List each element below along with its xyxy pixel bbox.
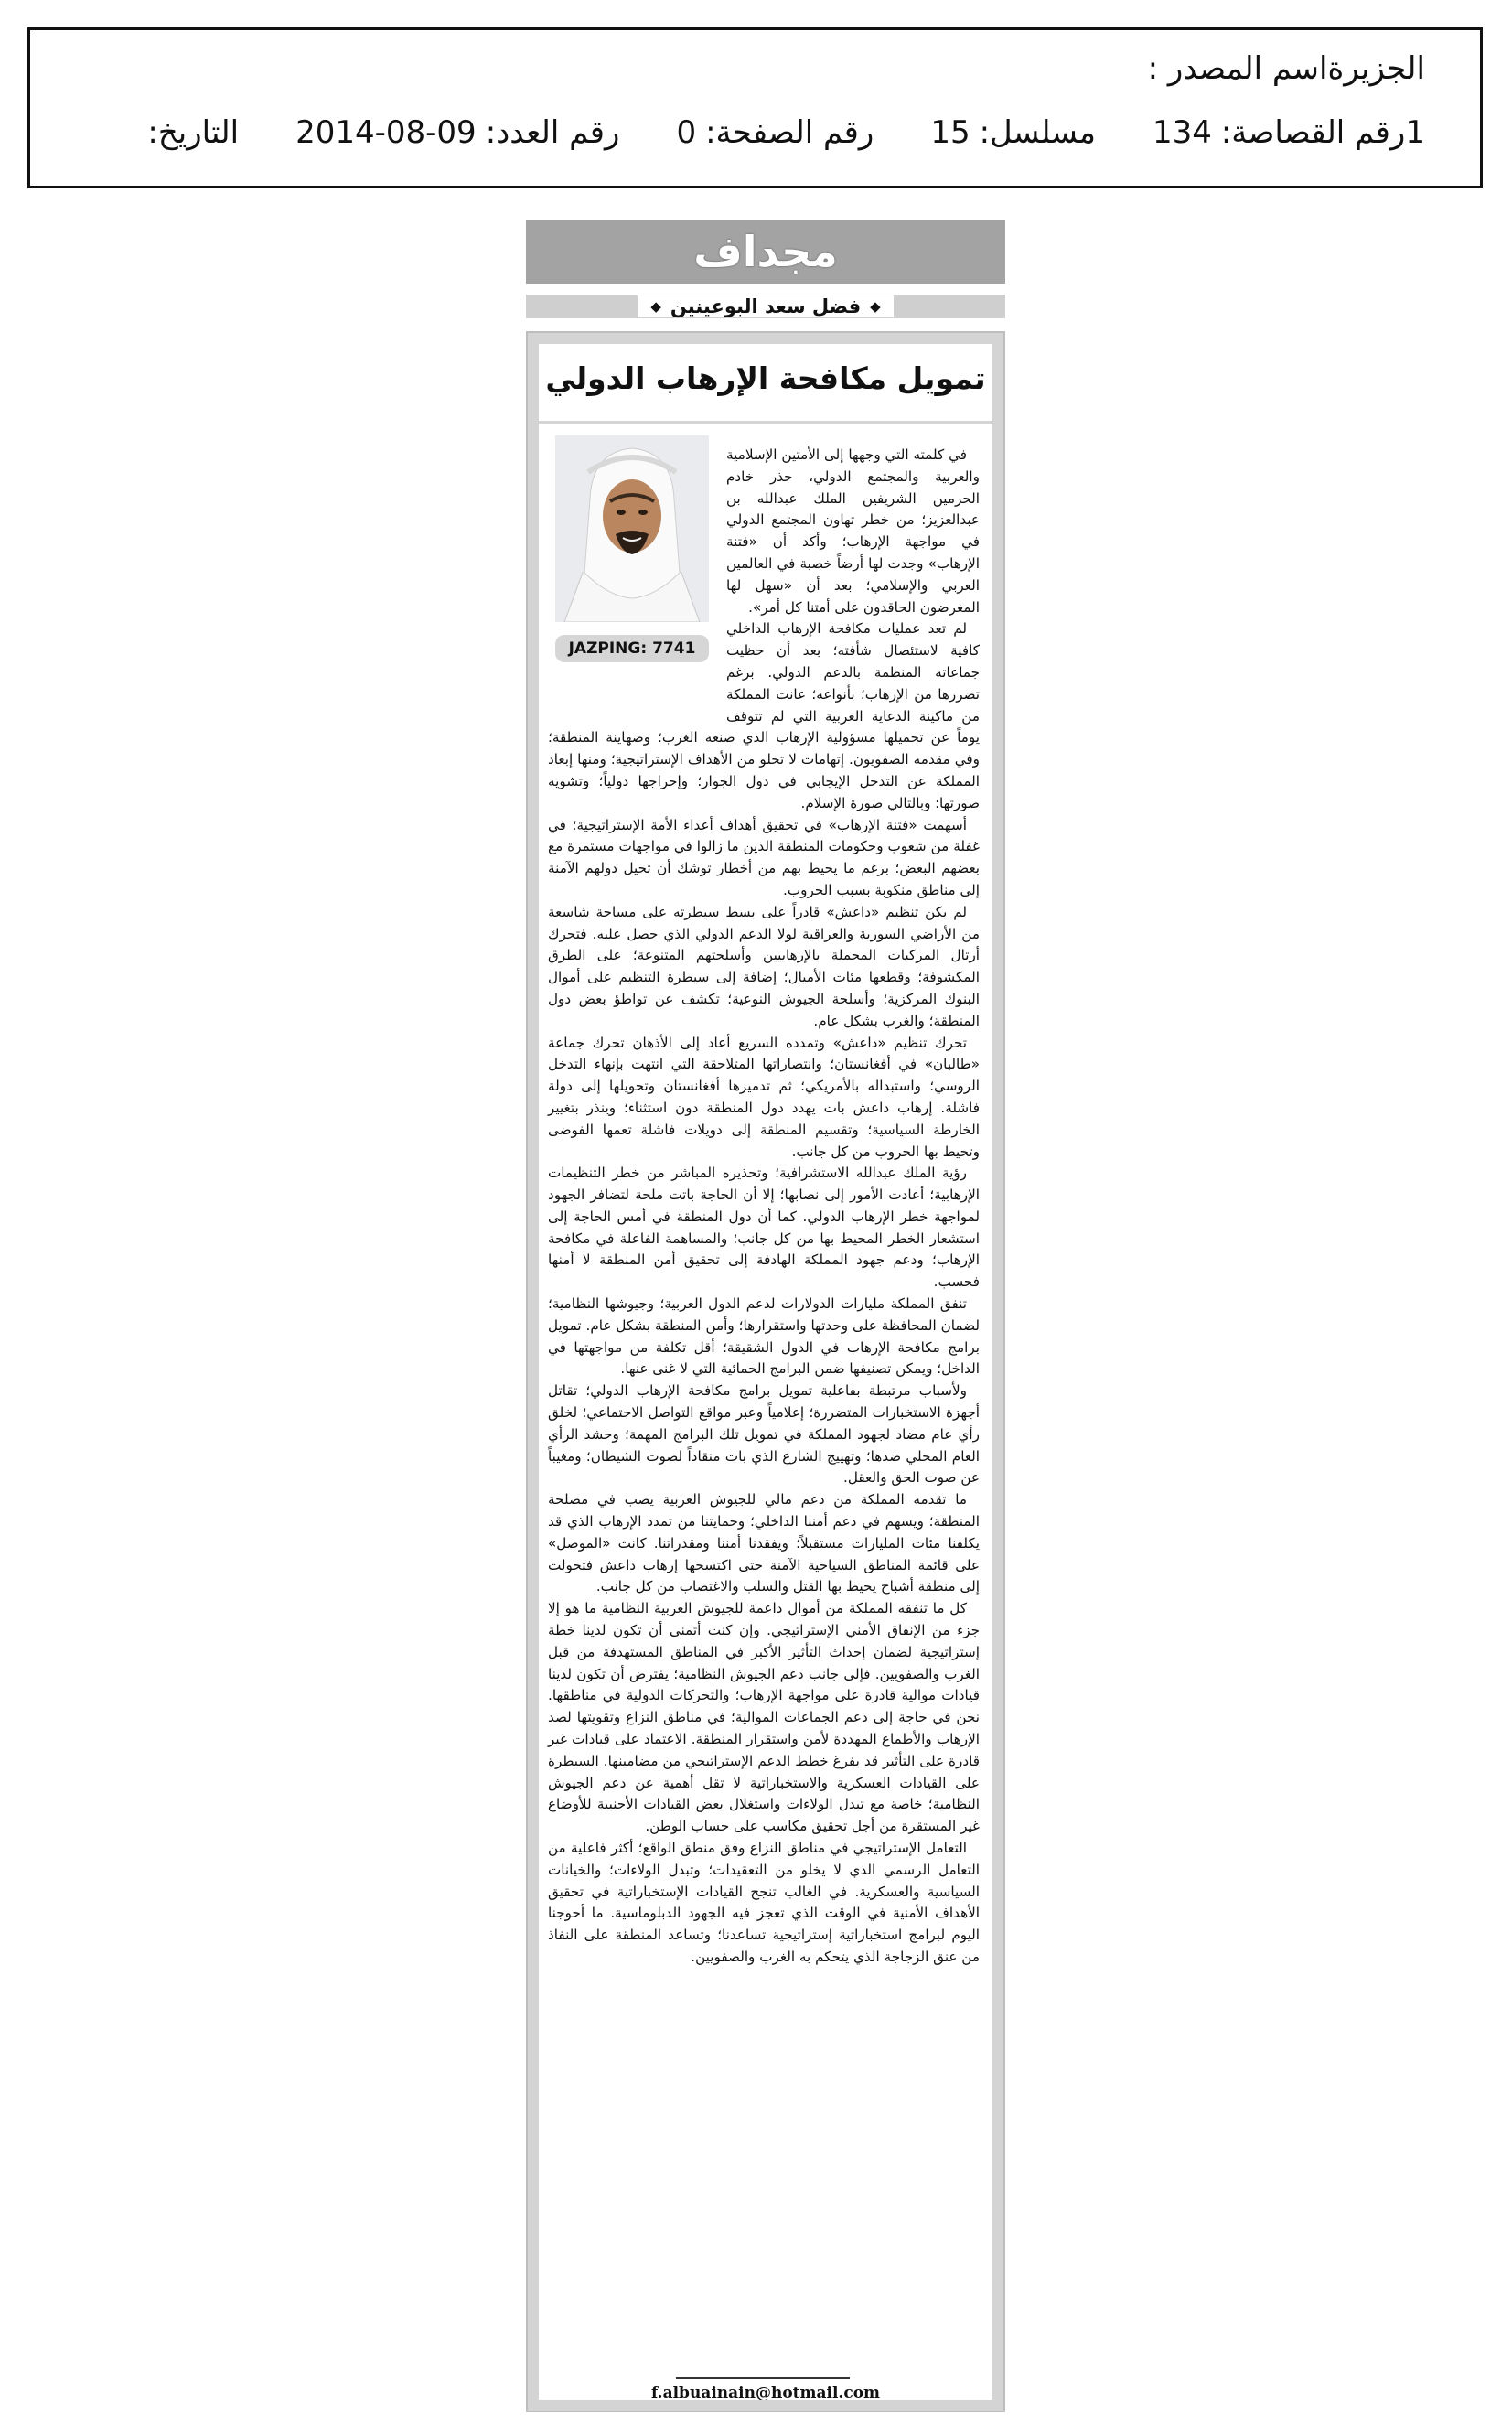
photo-spacer bbox=[548, 445, 726, 715]
article-code: JAZPING: 7741 bbox=[555, 635, 709, 662]
clip-value: 1 bbox=[1405, 114, 1425, 151]
paragraph: لم يكن تنظيم «داعش» قادراً على بسط سيطرته على مساحة شاسعة من الأراضي السورية والعراقية لولا الدعم الدولي الذي حصل عليه. فتحرك أرتال المركبات المحملة بالإرهابيين وأسلحتهم المتنوعة؛ على الطرق المكشوفة؛ وقطعها مئات الأميال؛ إضافة إلى سيطرة التنظيم على أموال البنوك المركزية؛ وأسلحة الجيوش النوعية؛ تكشف عن تواطؤ بعض دول المنطقة؛ والغرب بشكل عام. bbox=[548, 903, 980, 1029]
paragraph: في كلمته التي وجهها إلى الأمتين الإسلامية والعربية والمجتمع الدولي، حذر خادم الحرمين الشريفين الملك عبدالله بن عبدالعزيز؛ من خطر تهاون المجتمع الدولي في مواجهة الإرهاب؛ وأكد أن «فتنة الإرهاب» وجدت لها أرضاً خصبة في العالمين العربي والإسلامي؛ بعد أن «سهل لها المغرضون الحاقدون على أمتنا كل أمر». bbox=[726, 446, 980, 616]
article-frame bbox=[526, 331, 1005, 2412]
issue-value: 0 bbox=[676, 114, 697, 151]
date-value: 2014-08-09 bbox=[295, 114, 477, 151]
byline bbox=[638, 295, 893, 317]
date-label: التاريخ: bbox=[147, 114, 240, 151]
paragraph: التعامل الإستراتيجي في مناطق النزاع وفق منطق الواقع؛ أكثر فاعلية من التعامل الرسمي الذي لا يخلو من التعقيدات؛ وتبدل الولاءات؛ والخيانات السياسية والعسكرية. في الغالب تنجح القيادات الإستخباراتية في تحقيق الأهداف الأمنية في الوقت الذي تعجز فيه الجهود الدبلوماسية. ما أحوجنا اليوم لبرامج استخباراتية إستراتيجية تساعدنا؛ وتساعد المنطقة على النفاذ من عنق الزجاجة الذي يتحكم به الغرب والصفويين. bbox=[548, 1840, 980, 1965]
serial-label: مسلسل: bbox=[979, 114, 1096, 151]
issue-label: رقم العدد: bbox=[485, 114, 620, 151]
paragraph: ولأسباب مرتبطة بفاعلية تمويل برامج مكافحة الإرهاب الدولي؛ تقاتل أجهزة الاستخبارات المتضررة؛ إعلامياً وعبر مواقع التواصل الاجتماعي؛ لخلق رأي عام مضاد لجهود المملكة في تمويل تلك البرامج المهمة؛ وحشد الرأي العام المحلي ضدها؛ وتهييج الشارع الذي بات منقاداً لصوت الشيطان؛ ومغيباً عن صوت الحق والعقل. bbox=[548, 1382, 980, 1487]
diamond-icon: ◆ bbox=[870, 298, 881, 315]
source-value: الجزيرة bbox=[1327, 50, 1425, 87]
author-email: f.albuainain@hotmail.com bbox=[650, 2384, 881, 2402]
article-body-area bbox=[539, 344, 992, 2400]
page-value: 15 bbox=[930, 114, 970, 151]
paragraph: ما تقدمه المملكة من دعم مالي للجيوش العربية يصب في مصلحة المنطقة؛ ويسهم في دعم أمننا الداخلي؛ وحمايتنا من تمدد الإرهاب الذي قد يكلفنا مئات المليارات مستقبلاً؛ ويفقدنا أمننا ومقدراتنا. كانت «الموصل» على قائمة المناطق السياحية الآمنة حتى اكتسحها إرهاب داعش فتحولت إلى منطقة أشباح يحيط بها القتل والسلب والاغتصاب من كل جانب. bbox=[548, 1491, 980, 1595]
title-divider bbox=[539, 421, 992, 424]
paragraph: تنفق المملكة مليارات الدولارات لدعم الدول العربية؛ وجيوشها النظامية؛ لضمان المحافظة على وحدتها واستقرارها؛ وأمن المنطقة بشكل عام. تمويل برامج مكافحة الإرهاب في الدول الشقيقة؛ أقل تكلفة من مواجهتها في الداخل؛ ويمكن تصنيفها ضمن البرامج الحمائية التي لا غنى عنها. bbox=[548, 1295, 980, 1378]
meta-row bbox=[147, 114, 1425, 151]
article-text bbox=[548, 445, 980, 1969]
source-row bbox=[1061, 50, 1425, 87]
author-name: فضل سعد البوعينين bbox=[670, 295, 862, 317]
paragraph: لم تعد عمليات مكافحة الإرهاب الداخلي كافية لاستئصال شأفته؛ بعد أن حظيت جماعاته المنظمة بالدعم الدولي. برغم تضررها من الإرهاب؛ بأنواعه؛ عانت المملكة من ماكينة الدعاية الغربية التي لم تتوقف يوماً عن تحميلها مسؤولية الإرهاب الذي صنعه الغرب؛ وصهاينة المنطقة؛ وفي مقدمه الصفويون. إتهامات لا تخلو من الأهداف الإستراتيجية؛ ومنها إبعاد المملكة عن التدخل الإيجابي في دول الجوار؛ وإحراجها دولياً؛ وتشويه صورتها؛ وبالتالي صورة الإسلام. bbox=[548, 620, 980, 811]
column-banner bbox=[526, 220, 1005, 284]
article-title: تمويل مكافحة الإرهاب الدولي bbox=[545, 360, 986, 396]
diamond-icon: ◆ bbox=[650, 298, 661, 315]
paragraph: رؤية الملك عبدالله الاستشرافية؛ وتحذيره المباشر من خطر التنظيمات الإرهابية؛ أعادت الأمور إلى نصابها؛ إلا أن الحاجة باتت ملحة لتضافر الجهود لمواجهة خطر الإرهاب الدولي. كما أن دول المنطقة في أمس الحاجة إلى استشعار الخطر المحيط بها من كل جانب؛ والمساهمة الفاعلة في مكافحة الإرهاب؛ ودعم جهود المملكة الهادفة إلى تحقيق أمن المنطقة لا أمنها فحسب. bbox=[548, 1165, 980, 1291]
paragraph: أسهمت «فتنة الإرهاب» في تحقيق أهداف أعداء الأمة الإستراتيجية؛ في غفلة من شعوب وحكومات المنطقة الذين ما زالوا في مواجهات مستمرة مع بعضهم البعض؛ برغم ما يحيط بهم من أخطار توشك أن تحيل دولهم الآمنة إلى مناطق منكوبة بسبب الحروب. bbox=[548, 816, 980, 898]
serial-value: 134 bbox=[1152, 114, 1212, 151]
clipping-header bbox=[27, 27, 1483, 188]
source-label: اسم المصدر : bbox=[1147, 50, 1328, 87]
byline-bar bbox=[526, 295, 1005, 318]
paragraph: تحرك تنظيم «داعش» وتمدده السريع أعاد إلى الأذهان تحرك جماعة «طالبان» في أفغانستان؛ وانتصاراتها المتلاحقة التي انتهت بإنهاء التدخل الروسي؛ واستبداله بالأمريكي؛ ثم تدميرها أفغانستان وتحويلها إلى دولة فاشلة. إرهاب داعش بات يهدد دول المنطقة دون استثناء؛ وينذر بتغيير الخارطة السياسية؛ وتقسيم المنطقة إلى دويلات فاشلة تعمها الفوضى وتحيط بها الحروب من كل جانب. bbox=[548, 1034, 980, 1160]
clip-label: رقم القصاصة: bbox=[1220, 114, 1406, 151]
page-label: رقم الصفحة: bbox=[705, 114, 874, 151]
column-name: مجداف bbox=[693, 227, 838, 276]
signature-divider bbox=[676, 2377, 850, 2379]
paragraph: كل ما تنفقه المملكة من أموال داعمة للجيوش العربية النظامية ما هو إلا جزء من الإنفاق الأمني الإستراتيجي. وإن كنت أتمنى أن تكون لدينا خطة إستراتيجية لضمان إحداث التأثير الأكبر في المناطق المستهدفة من قبل الغرب والصفويين. فإلى جانب دعم الجيوش النظامية؛ يفترض أن تكون لدينا قيادات موالية قادرة على مواجهة الإرهاب؛ والتحركات الدولية في مناطقها. نحن في حاجة إلى دعم الجماعات الموالية؛ في مناطق النزاع وتقويتها لصد الإرهاب والأطماع المهددة لأمن واستقرار المنطقة. الاعتماد على قيادات غير قادرة على التأثير قد يفرغ خطط الدعم الإستراتيجي من مضامينها. السيطرة على القيادات العسكرية والاستخباراتية لا تقل أهمية عن دعم الجيوش النظامية؛ خاصة مع تبدل الولاءات واستغلال بعض القيادات الأجنبية للأوضاع غير المستقرة من أجل تحقيق مكاسب على حساب الوطن. bbox=[548, 1600, 980, 1835]
